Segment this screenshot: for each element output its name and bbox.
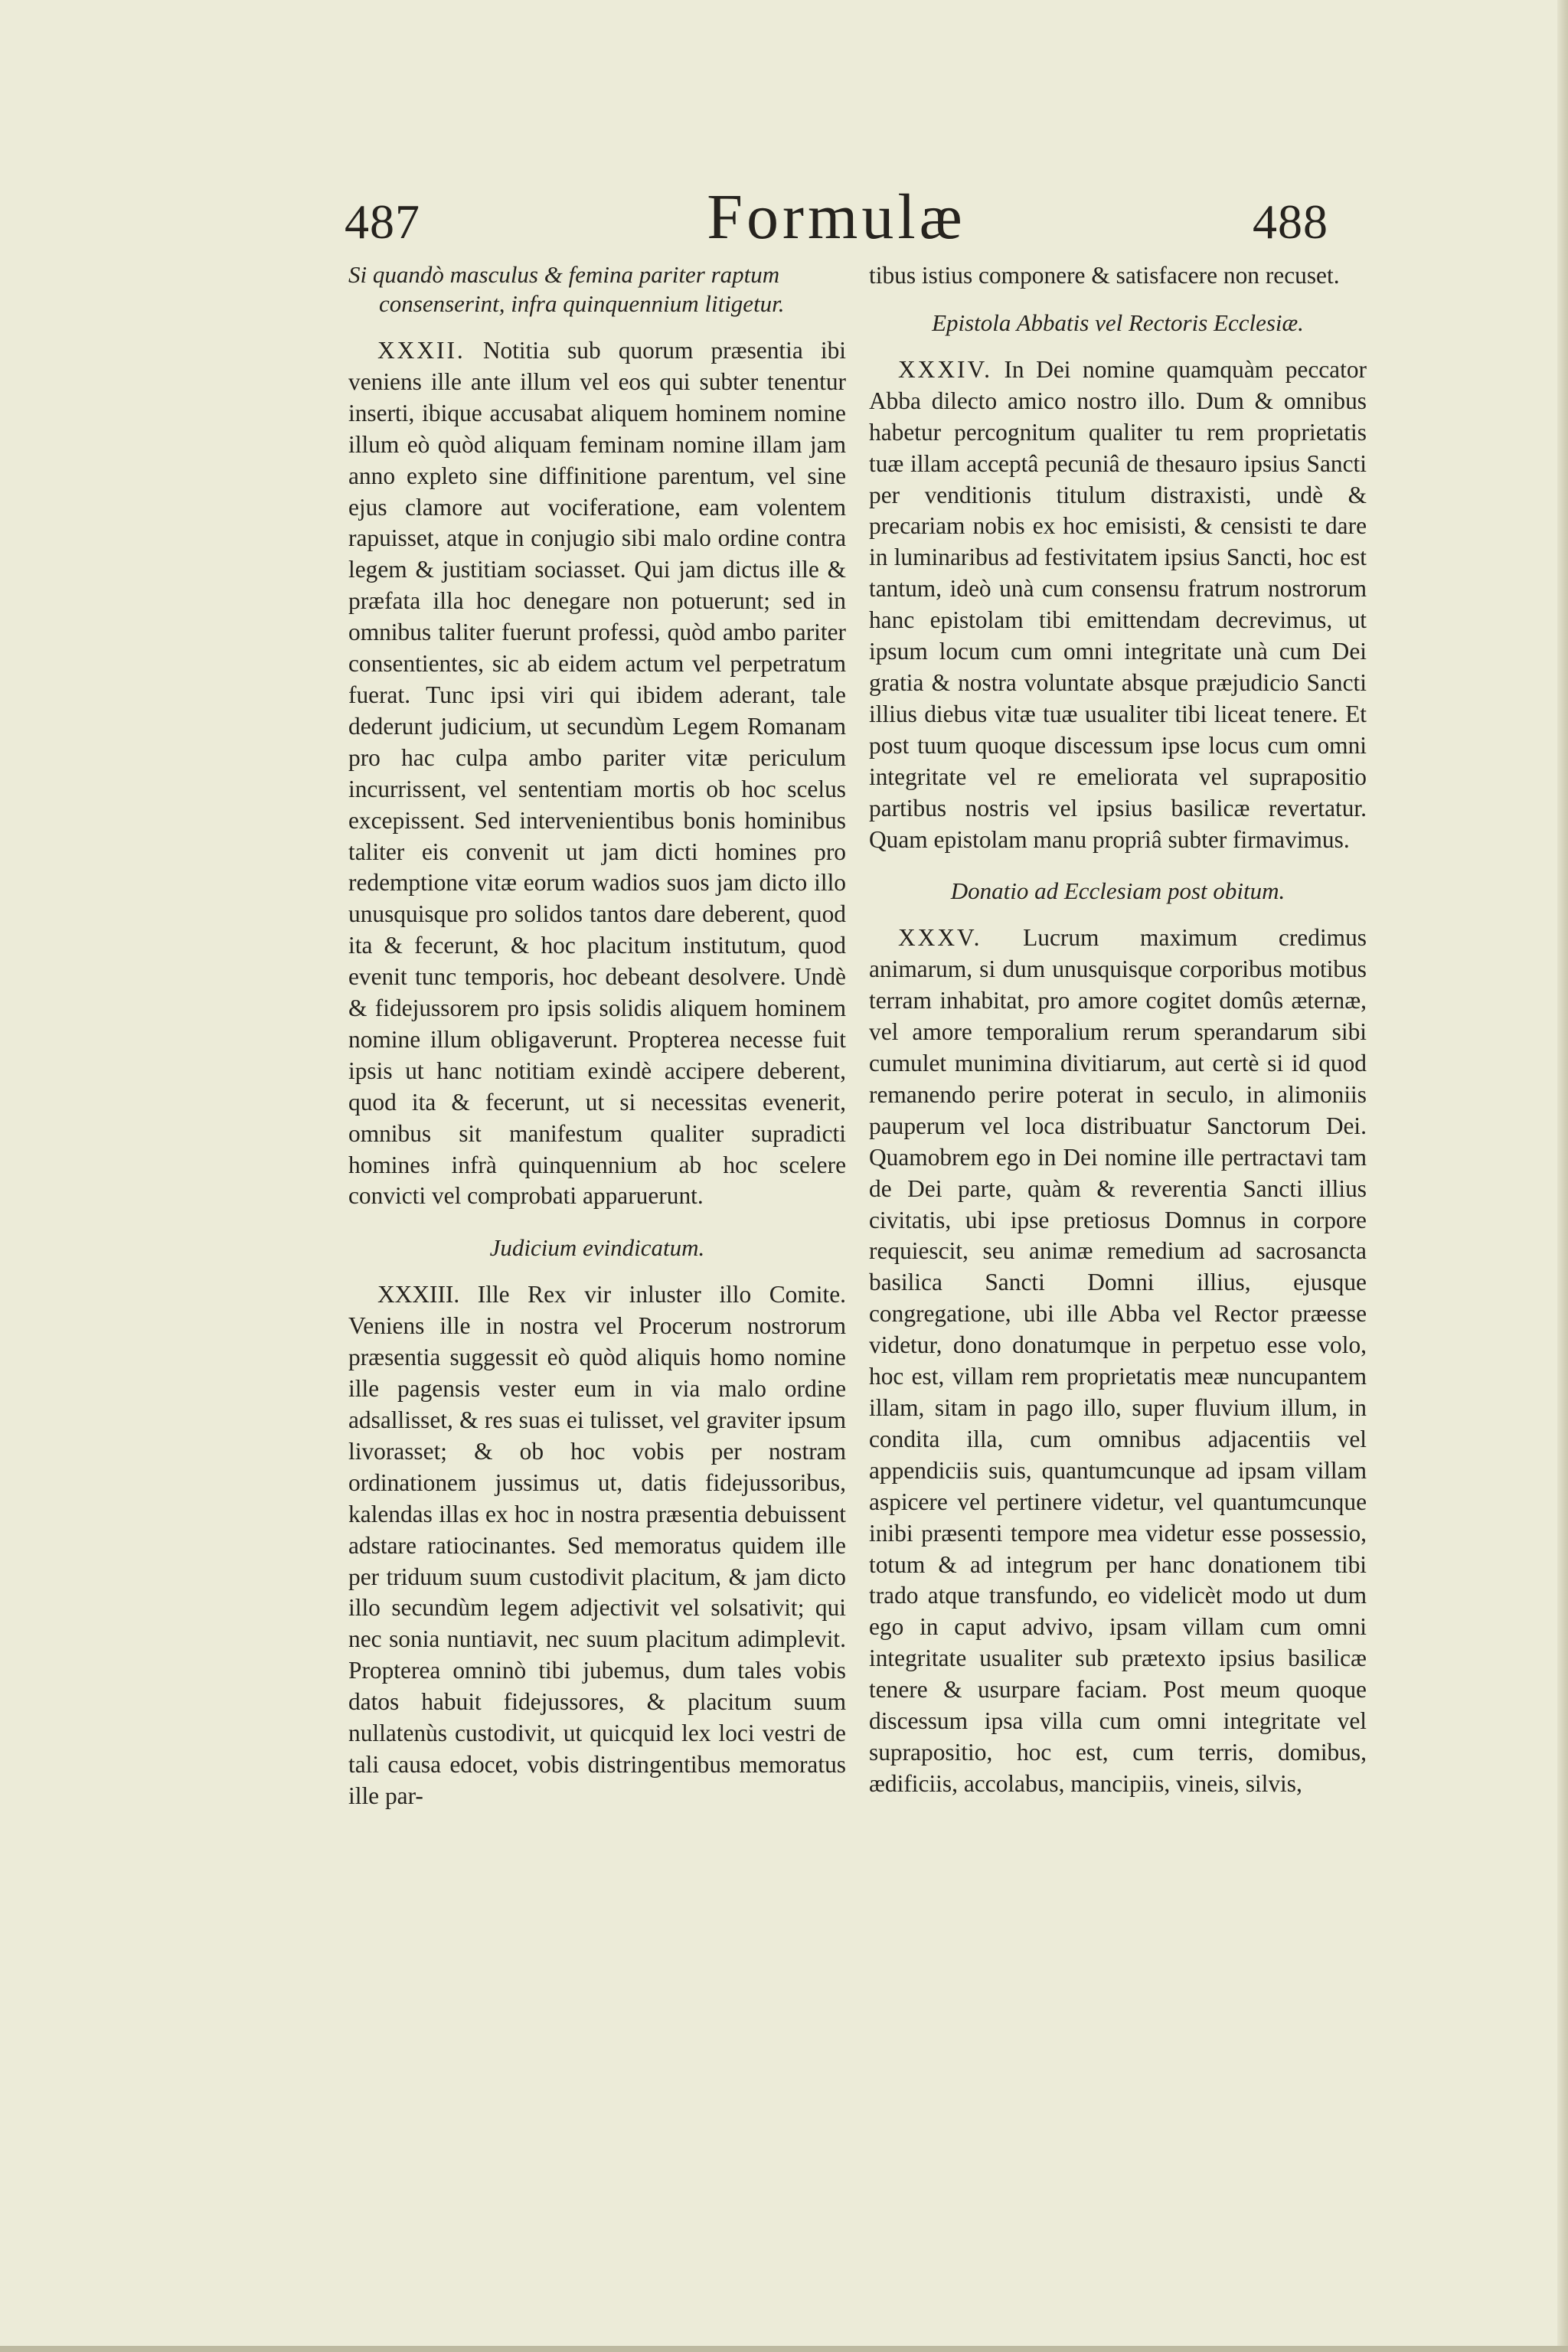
right-page-number: 488 — [1253, 194, 1328, 249]
section-number: XXXII. — [377, 337, 466, 364]
left-column — [348, 260, 846, 1812]
running-title: Formulæ — [707, 181, 966, 253]
page-bottom-edge — [0, 2346, 1568, 2352]
page-edge — [1557, 0, 1568, 2352]
section-heading: Si quandò masculus & femina pariter raptum consenserint, infra quinquennium litigetur. — [348, 261, 785, 317]
paragraph-xxxiii — [348, 1279, 846, 1811]
page-header — [345, 180, 1328, 264]
paragraph-xxxii — [348, 335, 846, 1212]
paragraph-text: In Dei nomine quamquàm peccator Abba dilecto amico nostro illo. Dum & omnibus habetur percognitum qualiter tu rem proprietatis tuæ illam acceptâ pecuniâ de thesauro ipsius Sancti per venditionis titulum distraxisti, undè & precariam nobis ex hoc emisisti, & censisti te dare in luminaribus ad festivitatem ipsius Sancti, hoc est tantum, ideò unà cum consensu fratrum nostrorum hanc epistolam tibi emittendam decrevimus, ut ipsum locum cum omni integritate unà cum Dei gratia & nostra voluntate absque præjudicio Sancti illius diebus vitæ tuæ usualiter tibi liceat tenere. Et post tuum quoque discessum ipse locus cum omni integritate vel re emeliorata vel suprapositio partibus nostris vel ipsius basilicæ revertatur. Quam epistolam manu propriâ subter firmavimus. — [869, 355, 1367, 853]
section-heading: Epistola Abbatis vel Rectoris Ecclesiæ. — [932, 309, 1304, 336]
paragraph-text: Lucrum maximum credimus animarum, si dum unusquisque corporibus motibus terram inhabitat, pro amore cogitet domûs æternæ, vel amore temporalium rerum sperandarum sibi cumulet munimina divitiarum, aut certè si id quod remanendo perire poterat in seculo, in alimoniis pauperum vel loca distribuatur Sanctorum Dei. Quamobrem ego in Dei nomine ille pertractavi tam de Dei parte, quàm & reverentia Sancti illius civitatis, ubi ipse pretiosus Domnus in corpore requiescit, seu animæ remedium ad sacrosancta basilica Sancti Domni illius, ejusque congregatione, ubi ille Abba vel Rector præesse videtur, dono donatumque in perpetuo esse volo, hoc est, villam rem proprietatis meæ nuncupantem illam, sitam in pago illo, super fluvium illum, in condita illa, cum omnibus adjacentiis vel appendiciis suis, quantumcunque ad ipsam villam aspicere vel pertinere videtur, vel quantumcunque inibi præsenti tempore mea videtur esse possessio, totum & ad integrum per hanc donationem tibi trado atque transfundo, eo videlicèt modo ut dum ego in caput advivo, ipsam villam cum omni integritate usualiter sub prætexto ipsius basilicæ tenere & usurpare faciam. Post meum quoque discessum ipsa villa cum omni integritate vel suprapositio, hoc est, cum terris, domibus, ædificiis, accolabus, mancipiis, vineis, silvis, — [869, 924, 1367, 1797]
paragraph-xxxiv — [869, 354, 1367, 856]
section-number: XXXIV. — [898, 355, 992, 383]
paragraph-xxxv — [869, 923, 1367, 1799]
section-heading: Judicium evindicatum. — [489, 1234, 705, 1262]
right-column — [869, 260, 1367, 1800]
paragraph-continuation: tibus istius componere & satisfacere non recuset. — [869, 262, 1340, 289]
section-heading: Donatio ad Ecclesiam post obitum. — [950, 877, 1285, 905]
section-number: XXXIII. — [377, 1281, 460, 1308]
paragraph-text: Notitia sub quorum præsentia ibi veniens ille ante illum vel eos qui subter tenentur inserti, ibique accusabat aliquem hominem nomine illum eò quòd aliquam feminam nomine illam jam anno expleto sine diffinitione parentum, vel sine ejus clamore aut vociferatione, eam volentem rapuisset, atque in conjugio sibi malo ordine contra legem & justitiam sociasset. Qui jam dictus ille & præfata illa hoc denegare non potuerunt; sed in omnibus taliter fuerunt professi, quòd ambo pariter consentientes, sic ab eidem actum vel perpetratum fuerat. Tunc ipsi viri qui ibidem aderant, tale dederunt judicium, ut secundùm Legem Romanam pro hac culpa ambo pariter vitæ periculum incurrissent, vel sententiam mortis ob hoc scelus excepissent. Sed intervenientibus bonis hominibus taliter eis convenit ut jam dicti homines pro redemptione vitæ eorum wadios suos jam dicto illo unusquisque pro solidos tantos dare deberent, quod ita & fecerunt, & hoc placitum institutum, quod evenit tunc temporis, hoc debeant desolvere. Undè & fidejussorem pro ipsis solidis aliquem hominem nomine illum obligaverunt. Propterea necesse fuit ipsis ut hanc notitiam exindè accipere deberent, quod ita & fecerunt, ut si necessitas evenerit, omnibus sit manifestum qualiter supradicti homines infrà quinquennium ab hoc scelere convicti vel comprobati apparuerunt. — [348, 337, 846, 1210]
section-number: XXXV. — [898, 924, 982, 952]
left-page-number: 487 — [345, 194, 420, 249]
paragraph-text: Ille Rex vir inluster illo Comite. Veniens ille in nostra vel Procerum nostrorum præsentia suggessit eò quòd aliquis homo nomine ille pagensis vester eum in via malo ordine adsallisset, & res suas ei tulisset, vel graviter ipsum livorasset; & ob hoc vobis per nostram ordinationem jussimus ut, datis fidejussoribus, kalendas illas ex hoc in nostra præsentia debuissent adstare ratiocinantes. Sed memoratus quidem ille per triduum suum custodivit placitum, & jam dicto illo secundùm legem adjectivit vel solsativit; qui nec sonia nuntiavit, nec suum placitum adimplevit. Propterea omninò tibi jubemus, dum tales vobis datos habuit fidejussores, & placitum suum nullatenùs custodivit, ut quicquid lex loci vestri de tali causa edocet, vobis distringentibus memoratus ille par- — [348, 1281, 846, 1809]
